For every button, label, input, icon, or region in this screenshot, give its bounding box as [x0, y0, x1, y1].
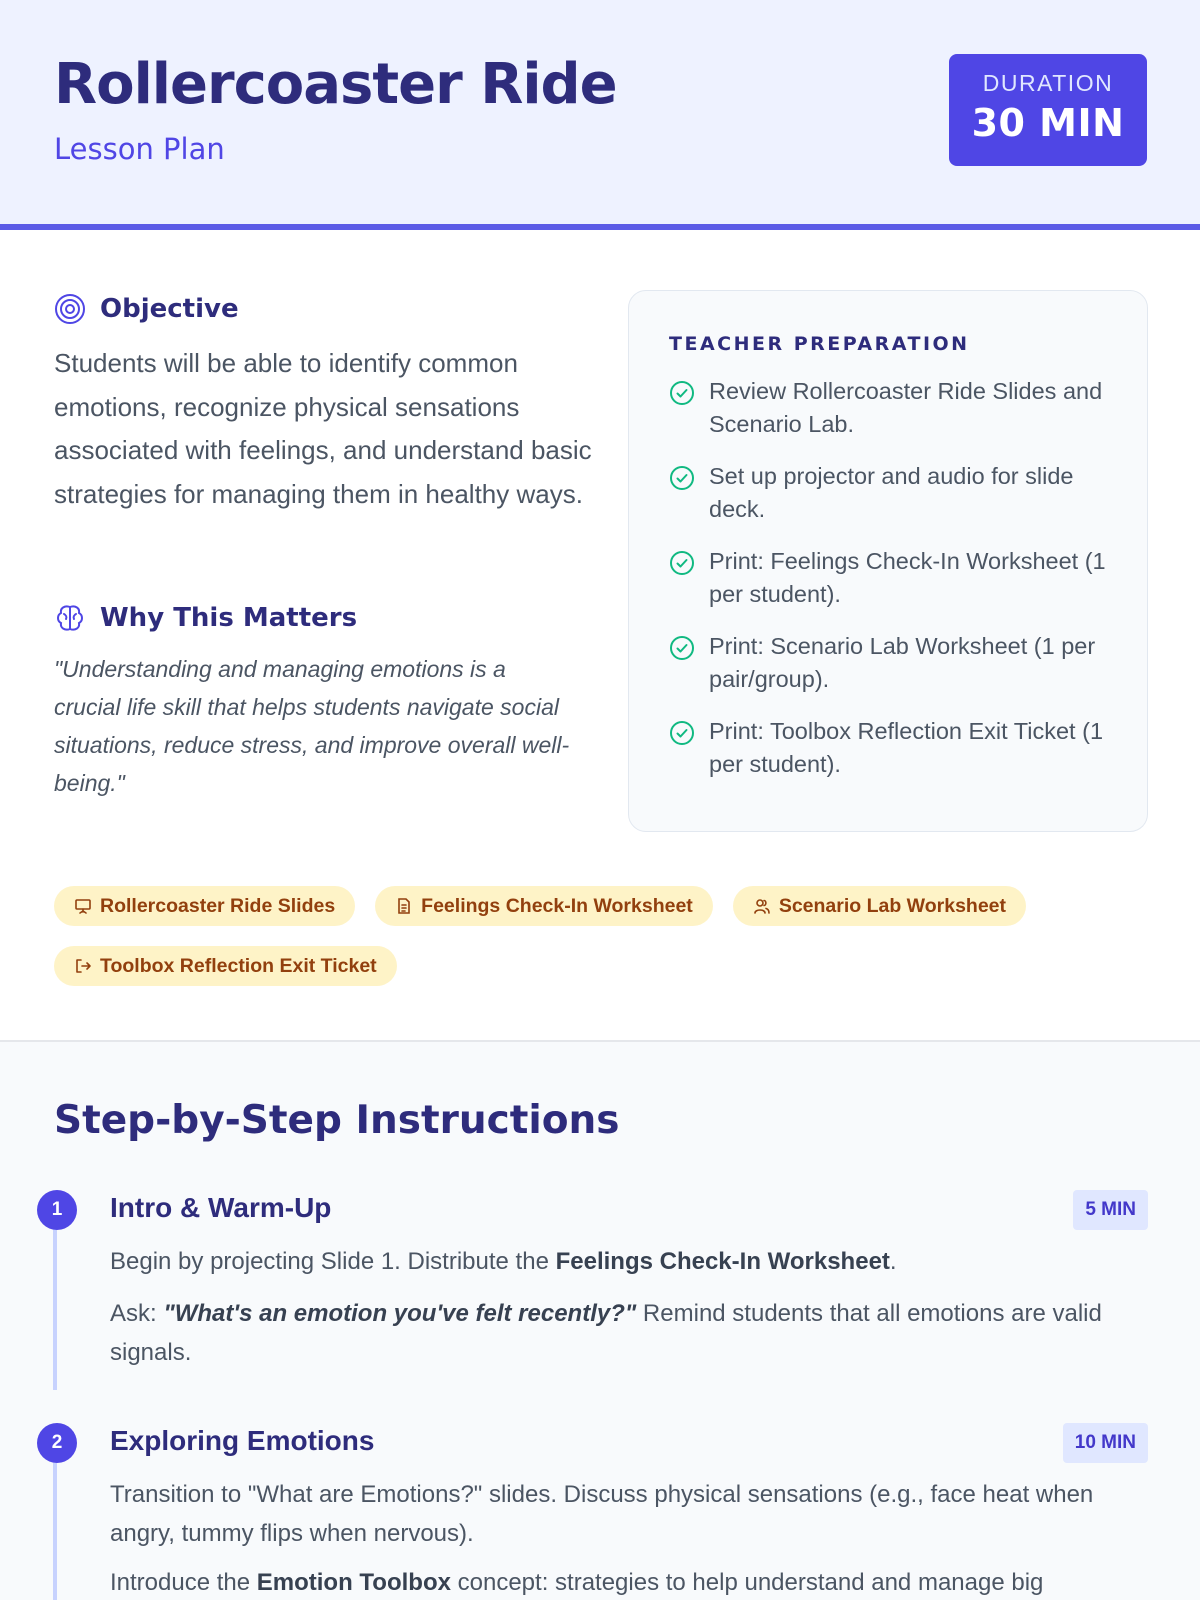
steps-section [0, 1040, 1200, 1600]
step-title: Exploring Emotions [110, 1425, 375, 1456]
brain-icon [54, 602, 86, 634]
step-paragraph [110, 1563, 1150, 1600]
prep-item [669, 715, 1119, 781]
why-heading [54, 602, 357, 634]
step-text-bold: Emotion Toolbox [256, 1569, 451, 1596]
material-chip-label: Scenario Lab Worksheet [778, 894, 1007, 917]
prep-item-text: Review Rollercoaster Ride Slides and Scenario Lab. [709, 378, 1103, 437]
material-chip-label: Rollercoaster Ride Slides [100, 894, 336, 917]
prep-item [669, 375, 1119, 441]
step-text: Ask: [110, 1300, 164, 1327]
teacher-prep-list [669, 375, 1119, 800]
step-text-quote: "What's an emotion you've felt recently?" [163, 1300, 637, 1327]
step-duration-badge: 5 MIN [1073, 1190, 1148, 1230]
step-text: Remind students that all emotions are valid signals. [110, 1300, 1102, 1366]
teacher-prep-title: TEACHER PREPARATION [669, 333, 970, 355]
material-chip-label: Toolbox Reflection Exit Ticket [100, 954, 377, 977]
prep-item-text: Set up projector and audio for slide deck. [709, 463, 1074, 522]
prep-item [669, 460, 1119, 526]
material-chip-slides[interactable] [54, 886, 355, 926]
why-quote: "Understanding and managing emotions is a crucial life skill that helps students navigate social situations, reduce stress, and improve overall well-being." [54, 656, 570, 796]
objective-text: Students will be able to identify common emotions, recognize physical sensations associated with feelings, and understand basic strategies for managing them in healthy ways. [54, 348, 592, 509]
check-circle-icon [669, 635, 695, 661]
prep-item-text: Print: Toolbox Reflection Exit Ticket (1 per student). [709, 718, 1104, 777]
step-paragraph: Transition to "What are Emotions?" slides. Discuss physical sensations (e.g., face heat when angry, tummy flips when nervous). [110, 1481, 1094, 1547]
step-paragraph [110, 1294, 1150, 1372]
lesson-title: Rollercoaster Ride [54, 52, 617, 117]
prep-item-text: Print: Feelings Check-In Worksheet (1 per student). [709, 548, 1106, 607]
objective-heading [54, 293, 239, 325]
lesson-header [0, 0, 1200, 230]
step-text: Begin by projecting Slide 1. Distribute the [110, 1248, 556, 1275]
step-text: concept: strategies to help understand and manage big [450, 1569, 1044, 1596]
check-circle-icon [669, 465, 695, 491]
duration-badge [949, 54, 1147, 166]
step-paragraph [110, 1242, 1150, 1281]
step-text: Introduce the [110, 1569, 257, 1596]
duration-label: DURATION [982, 70, 1114, 96]
steps-title: Step-by-Step Instructions [54, 1098, 620, 1143]
prep-item [669, 630, 1119, 696]
objective-heading-text: Objective [100, 294, 239, 324]
step-text: . [889, 1248, 897, 1275]
why-heading-text: Why This Matters [100, 603, 358, 633]
step-text-bold: Feelings Check-In Worksheet [555, 1248, 890, 1275]
step-number: 1 [37, 1190, 77, 1230]
step-title: Intro & Warm-Up [110, 1192, 332, 1223]
material-chip-feelings-worksheet[interactable] [375, 886, 713, 926]
check-circle-icon [669, 550, 695, 576]
step-timeline-line [53, 1210, 57, 1390]
materials-list [54, 886, 1154, 986]
material-chip-exit-ticket[interactable] [54, 946, 397, 986]
check-circle-icon [669, 720, 695, 746]
document-icon [395, 897, 413, 915]
prep-item-text: Print: Scenario Lab Worksheet (1 per pair/group). [709, 633, 1096, 692]
step-timeline-line [53, 1443, 57, 1600]
presentation-icon [74, 897, 92, 915]
material-chip-label: Feelings Check-In Worksheet [421, 894, 693, 917]
users-icon [753, 897, 771, 915]
material-chip-scenario-worksheet[interactable] [733, 886, 1026, 926]
check-circle-icon [669, 380, 695, 406]
teacher-prep-card [628, 290, 1148, 832]
step-duration-badge: 10 MIN [1063, 1423, 1148, 1463]
exit-icon [74, 957, 92, 975]
lesson-subtitle: Lesson Plan [54, 132, 225, 166]
prep-item [669, 545, 1119, 611]
target-icon [54, 293, 86, 325]
step-number: 2 [37, 1423, 77, 1463]
duration-value: 30 MIN [971, 101, 1125, 145]
